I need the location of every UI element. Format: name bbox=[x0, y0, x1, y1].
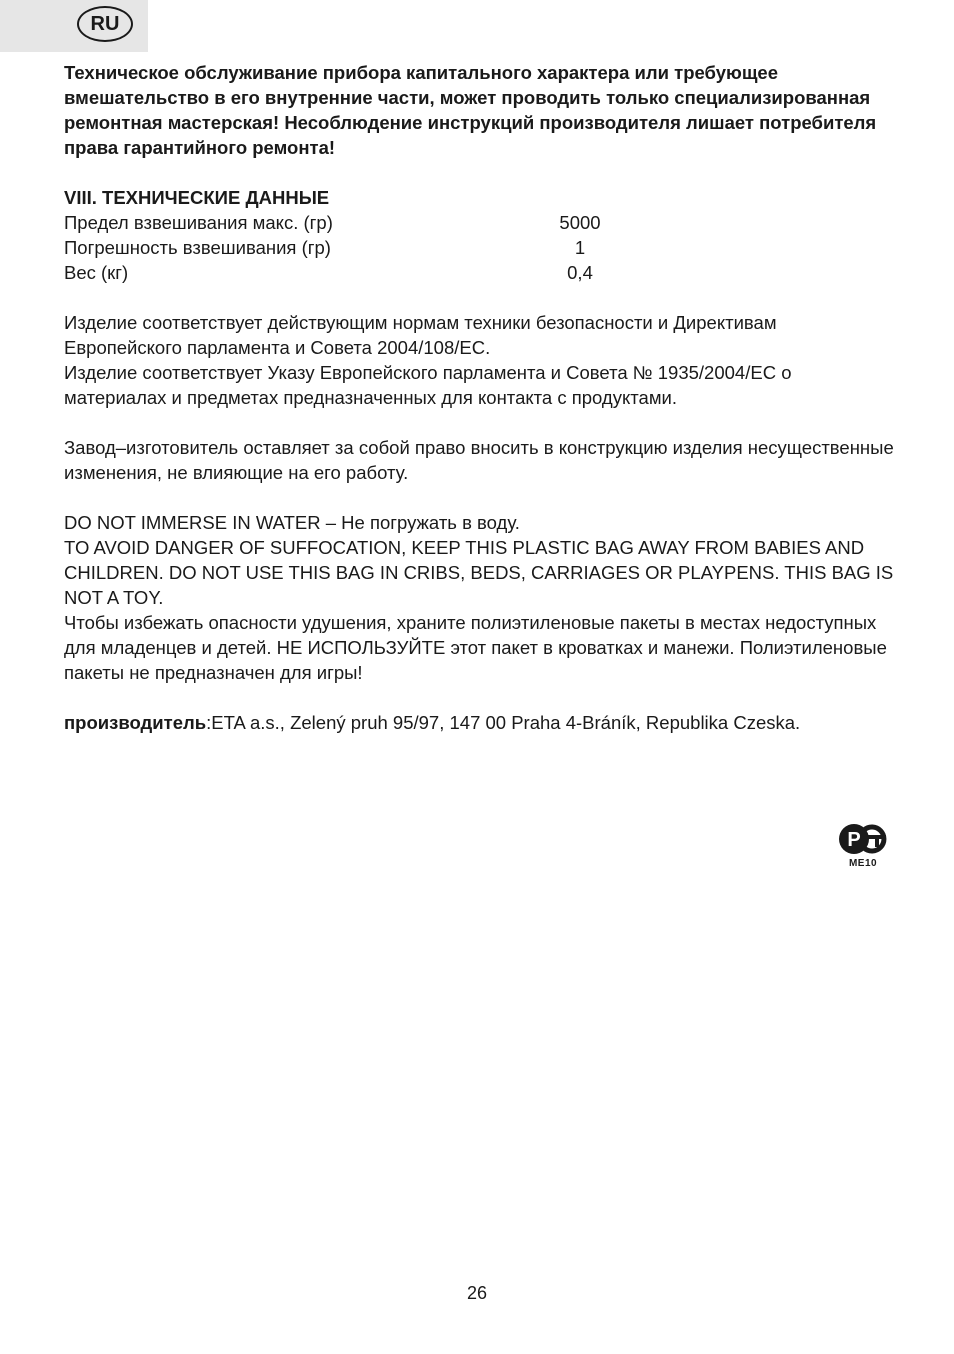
spec-value: 0,4 bbox=[567, 262, 593, 283]
spec-value: 5000 bbox=[559, 212, 601, 233]
language-badge: RU bbox=[77, 6, 133, 42]
language-tab bbox=[0, 0, 148, 52]
rst-certification-icon bbox=[838, 820, 888, 858]
design-changes-notice: Завод–изготовитель оставляет за собой право вносить в конструкцию изделия несущественные изменения, не влияющие на его работу. bbox=[64, 437, 894, 483]
svg-text:P: P bbox=[847, 829, 861, 851]
bag-warning-ru: Чтобы избежать опасности удушения, храните полиэтиленовые пакеты в местах недоступных для младенцев и детей. НЕ ИСПОЛЬЗУЙТЕ этот пакет в кроватках и манежи. Полиэтиленовые пакеты не предназначен для игры! bbox=[64, 612, 887, 683]
service-notice: Техническое обслуживание прибора капитального характера или требующее вмешательство в его внутренние части, может проводить только специализированная ремонтная мастерская! Несоблюдение инструкций производителя лишает потребителя права гарантийного ремонта! bbox=[64, 62, 877, 158]
page-number: 26 bbox=[466, 1283, 488, 1303]
spec-row bbox=[64, 235, 894, 260]
spec-row bbox=[64, 210, 894, 235]
compliance-directive: Изделие соответствует действующим нормам техники безопасности и Директивам Европейского парламента и Совета 2004/108/ЕС. bbox=[64, 312, 777, 358]
document-body bbox=[64, 60, 894, 735]
manufacturer-label: производитель bbox=[64, 712, 207, 733]
compliance-food-contact: Изделие соответствует Указу Европейского парламента и Совета № 1935/2004/ЕС о материалах и предметах предназначенных для контакта с продуктами. bbox=[64, 362, 792, 408]
spec-label: Погрешность взвешивания (гр) bbox=[64, 237, 331, 258]
certification-mark bbox=[838, 820, 888, 872]
tech-data-heading: VIII. ТЕХНИЧЕСКИЕ ДАННЫЕ bbox=[64, 187, 330, 208]
spec-row bbox=[64, 260, 894, 285]
spec-value: 1 bbox=[574, 237, 586, 258]
bag-warning-en: TO AVOID DANGER OF SUFFOCATION, KEEP THIS PLASTIC BAG AWAY FROM BABIES AND CHILDREN. DO NOT USE THIS BAG IN CRIBS, BEDS, CARRIAGES OR PLAYPENS. THIS BAG IS NOT A TOY. bbox=[64, 537, 894, 608]
certification-code: ME10 bbox=[848, 858, 878, 869]
manufacturer-address: :ETA a.s., Zelený pruh 95/97, 147 00 Praha 4-Bráník, Republika Czeska. bbox=[206, 712, 801, 733]
immerse-warning: DO NOT IMMERSE IN WATER – Не погружать в воду. bbox=[64, 512, 520, 533]
spec-label: Предел взвешивания макс. (гр) bbox=[64, 212, 333, 233]
spec-label: Вес (кг) bbox=[64, 262, 129, 283]
manufacturer-line bbox=[64, 710, 894, 735]
